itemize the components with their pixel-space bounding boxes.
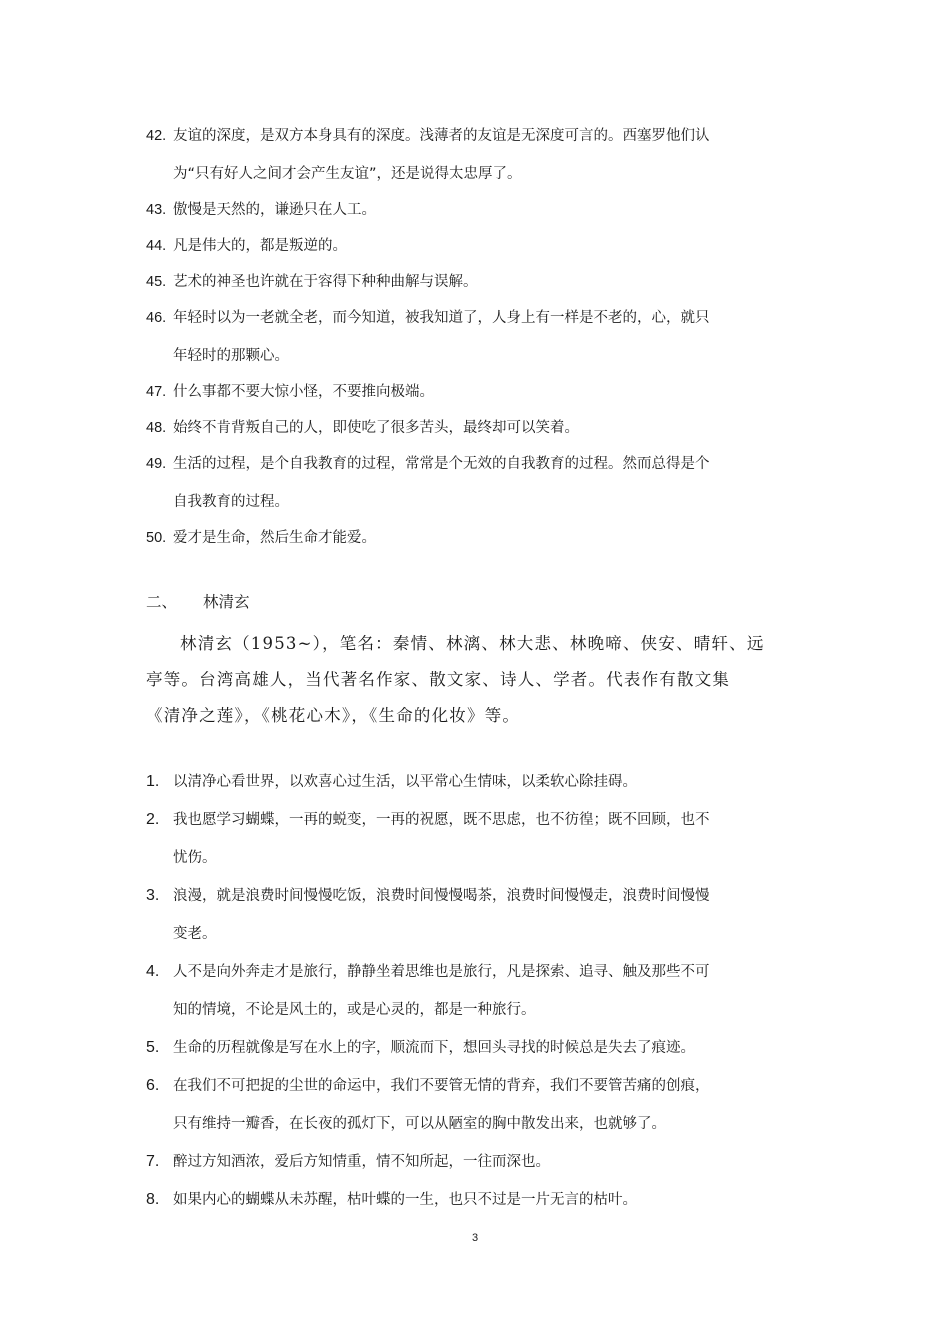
list-item <box>146 272 811 292</box>
text-line: 年轻时的那颗心。 <box>173 348 289 364</box>
list-item-text <box>146 126 811 184</box>
list-item-text <box>146 200 811 220</box>
list-item-number: 42. <box>146 128 167 144</box>
list-item-text <box>146 886 811 944</box>
list-item-number: 45. <box>146 274 167 290</box>
text-line: 爱才是生命，然后生命才能爱。 <box>173 530 376 546</box>
list-item-number: 43. <box>146 202 167 218</box>
list-item-number: 2. <box>146 811 160 828</box>
list-item-number: 50. <box>146 530 167 546</box>
list-item-number: 5. <box>146 1039 160 1056</box>
intro-line: 《清净之莲》，《桃花心木》，《生命的化妆》等。 <box>146 706 521 725</box>
text-line: 在我们不可把捉的尘世的命运中，我们不要管无情的背弃，我们不要管苦痛的创痕， <box>173 1078 710 1094</box>
list-item <box>146 886 811 944</box>
intro-line: 亭等。台湾高雄人，当代著名作家、散文家、诗人、学者。代表作有散文集 <box>146 670 731 689</box>
list-item <box>146 236 811 256</box>
section-heading <box>146 592 250 612</box>
list-item <box>146 528 811 548</box>
list-item-text <box>146 1190 811 1210</box>
text-line: 生命的历程就像是写在水上的字，顺流而下，想回头寻找的时候总是失去了痕迹。 <box>173 1040 695 1056</box>
quote-list-part1 <box>146 126 811 564</box>
list-item <box>146 1076 811 1134</box>
list-item-text <box>146 454 811 512</box>
list-item-number: 3. <box>146 887 160 904</box>
list-item-text <box>146 962 811 1020</box>
text-line: 年轻时以为一老就全老，而今知道，被我知道了，人身上有一样是不老的，心，就只 <box>173 310 710 326</box>
list-item-number: 4. <box>146 963 160 980</box>
list-item <box>146 418 811 438</box>
text-line: 友谊的深度，是双方本身具有的深度。浅薄者的友谊是无深度可言的。西塞罗他们认 <box>173 128 710 144</box>
text-line: 凡是伟大的，都是叛逆的。 <box>173 238 347 254</box>
list-item <box>146 454 811 512</box>
list-item <box>146 962 811 1020</box>
list-item-text <box>146 810 811 868</box>
text-line: 忧伤。 <box>173 850 217 866</box>
text-line: 醉过方知酒浓，爱后方知情重，情不知所起，一往而深也。 <box>173 1154 550 1170</box>
text-line: 艺术的神圣也许就在于容得下种种曲解与误解。 <box>173 274 478 290</box>
text-line: 我也愿学习蝴蝶，一再的蜕变，一再的祝愿，既不思虑，也不彷徨；既不回顾，也不 <box>173 812 710 828</box>
list-item <box>146 1152 811 1172</box>
list-item <box>146 810 811 868</box>
text-line: 为“只有好人之间才会产生友谊”，还是说得太忠厚了。 <box>173 166 522 182</box>
text-line: 始终不肯背叛自己的人，即使吃了很多苦头，最终却可以笑着。 <box>173 420 579 436</box>
list-item-text <box>146 1152 811 1172</box>
text-line: 人不是向外奔走才是旅行，静静坐着思维也是旅行，凡是探索、追寻、触及那些不可 <box>173 964 710 980</box>
text-line: 只有维持一瓣香，在长夜的孤灯下，可以从陋室的胸中散发出来，也就够了。 <box>173 1116 666 1132</box>
text-line: 浪漫，就是浪费时间慢慢吃饭，浪费时间慢慢喝茶，浪费时间慢慢走，浪费时间慢慢 <box>173 888 710 904</box>
list-item <box>146 1038 811 1058</box>
text-line: 自我教育的过程。 <box>173 494 289 510</box>
list-item-number: 44. <box>146 238 167 254</box>
list-item-text <box>146 1076 811 1134</box>
quote-list-part2 <box>146 772 811 1228</box>
list-item <box>146 1190 811 1210</box>
text-line: 如果内心的蝴蝶从未苏醒，枯叶蝶的一生，也只不过是一片无言的枯叶。 <box>173 1192 637 1208</box>
list-item-text <box>146 528 811 548</box>
list-item <box>146 308 811 366</box>
list-item <box>146 200 811 220</box>
list-item <box>146 772 811 792</box>
list-item-number: 8. <box>146 1191 160 1208</box>
list-item-number: 47. <box>146 384 167 400</box>
list-item-number: 6. <box>146 1077 160 1094</box>
list-item-number: 49. <box>146 456 167 472</box>
intro-line: 林清玄（1953~），笔名：秦情、林漓、林大悲、林晚啼、侠安、晴轩、远 <box>180 634 765 653</box>
list-item-text <box>146 772 811 792</box>
page-number: 3 <box>471 1232 479 1244</box>
list-item-number: 1. <box>146 773 160 790</box>
author-intro <box>146 626 811 734</box>
list-item-text <box>146 418 811 438</box>
list-item-text <box>146 1038 811 1058</box>
list-item-text <box>146 382 811 402</box>
text-line: 生活的过程，是个自我教育的过程，常常是个无效的自我教育的过程。然而总得是个 <box>173 456 710 472</box>
text-line: 以清净心看世界，以欢喜心过生活，以平常心生情味，以柔软心除挂碍。 <box>173 774 637 790</box>
list-item-number: 7. <box>146 1153 160 1170</box>
list-item <box>146 382 811 402</box>
list-item-number: 46. <box>146 310 167 326</box>
list-item-number: 48. <box>146 420 167 436</box>
text-line: 傲慢是天然的，谦逊只在人工。 <box>173 202 376 218</box>
section-title: 林清玄 <box>203 593 250 611</box>
text-line: 什么事都不要大惊小怪，不要推向极端。 <box>173 384 434 400</box>
list-item-text <box>146 236 811 256</box>
list-item-text <box>146 308 811 366</box>
text-line: 知的情境，不论是风土的，或是心灵的，都是一种旅行。 <box>173 1002 536 1018</box>
text-line: 变老。 <box>173 926 217 942</box>
section-number: 二、 <box>146 593 178 611</box>
list-item <box>146 126 811 184</box>
list-item-text <box>146 272 811 292</box>
